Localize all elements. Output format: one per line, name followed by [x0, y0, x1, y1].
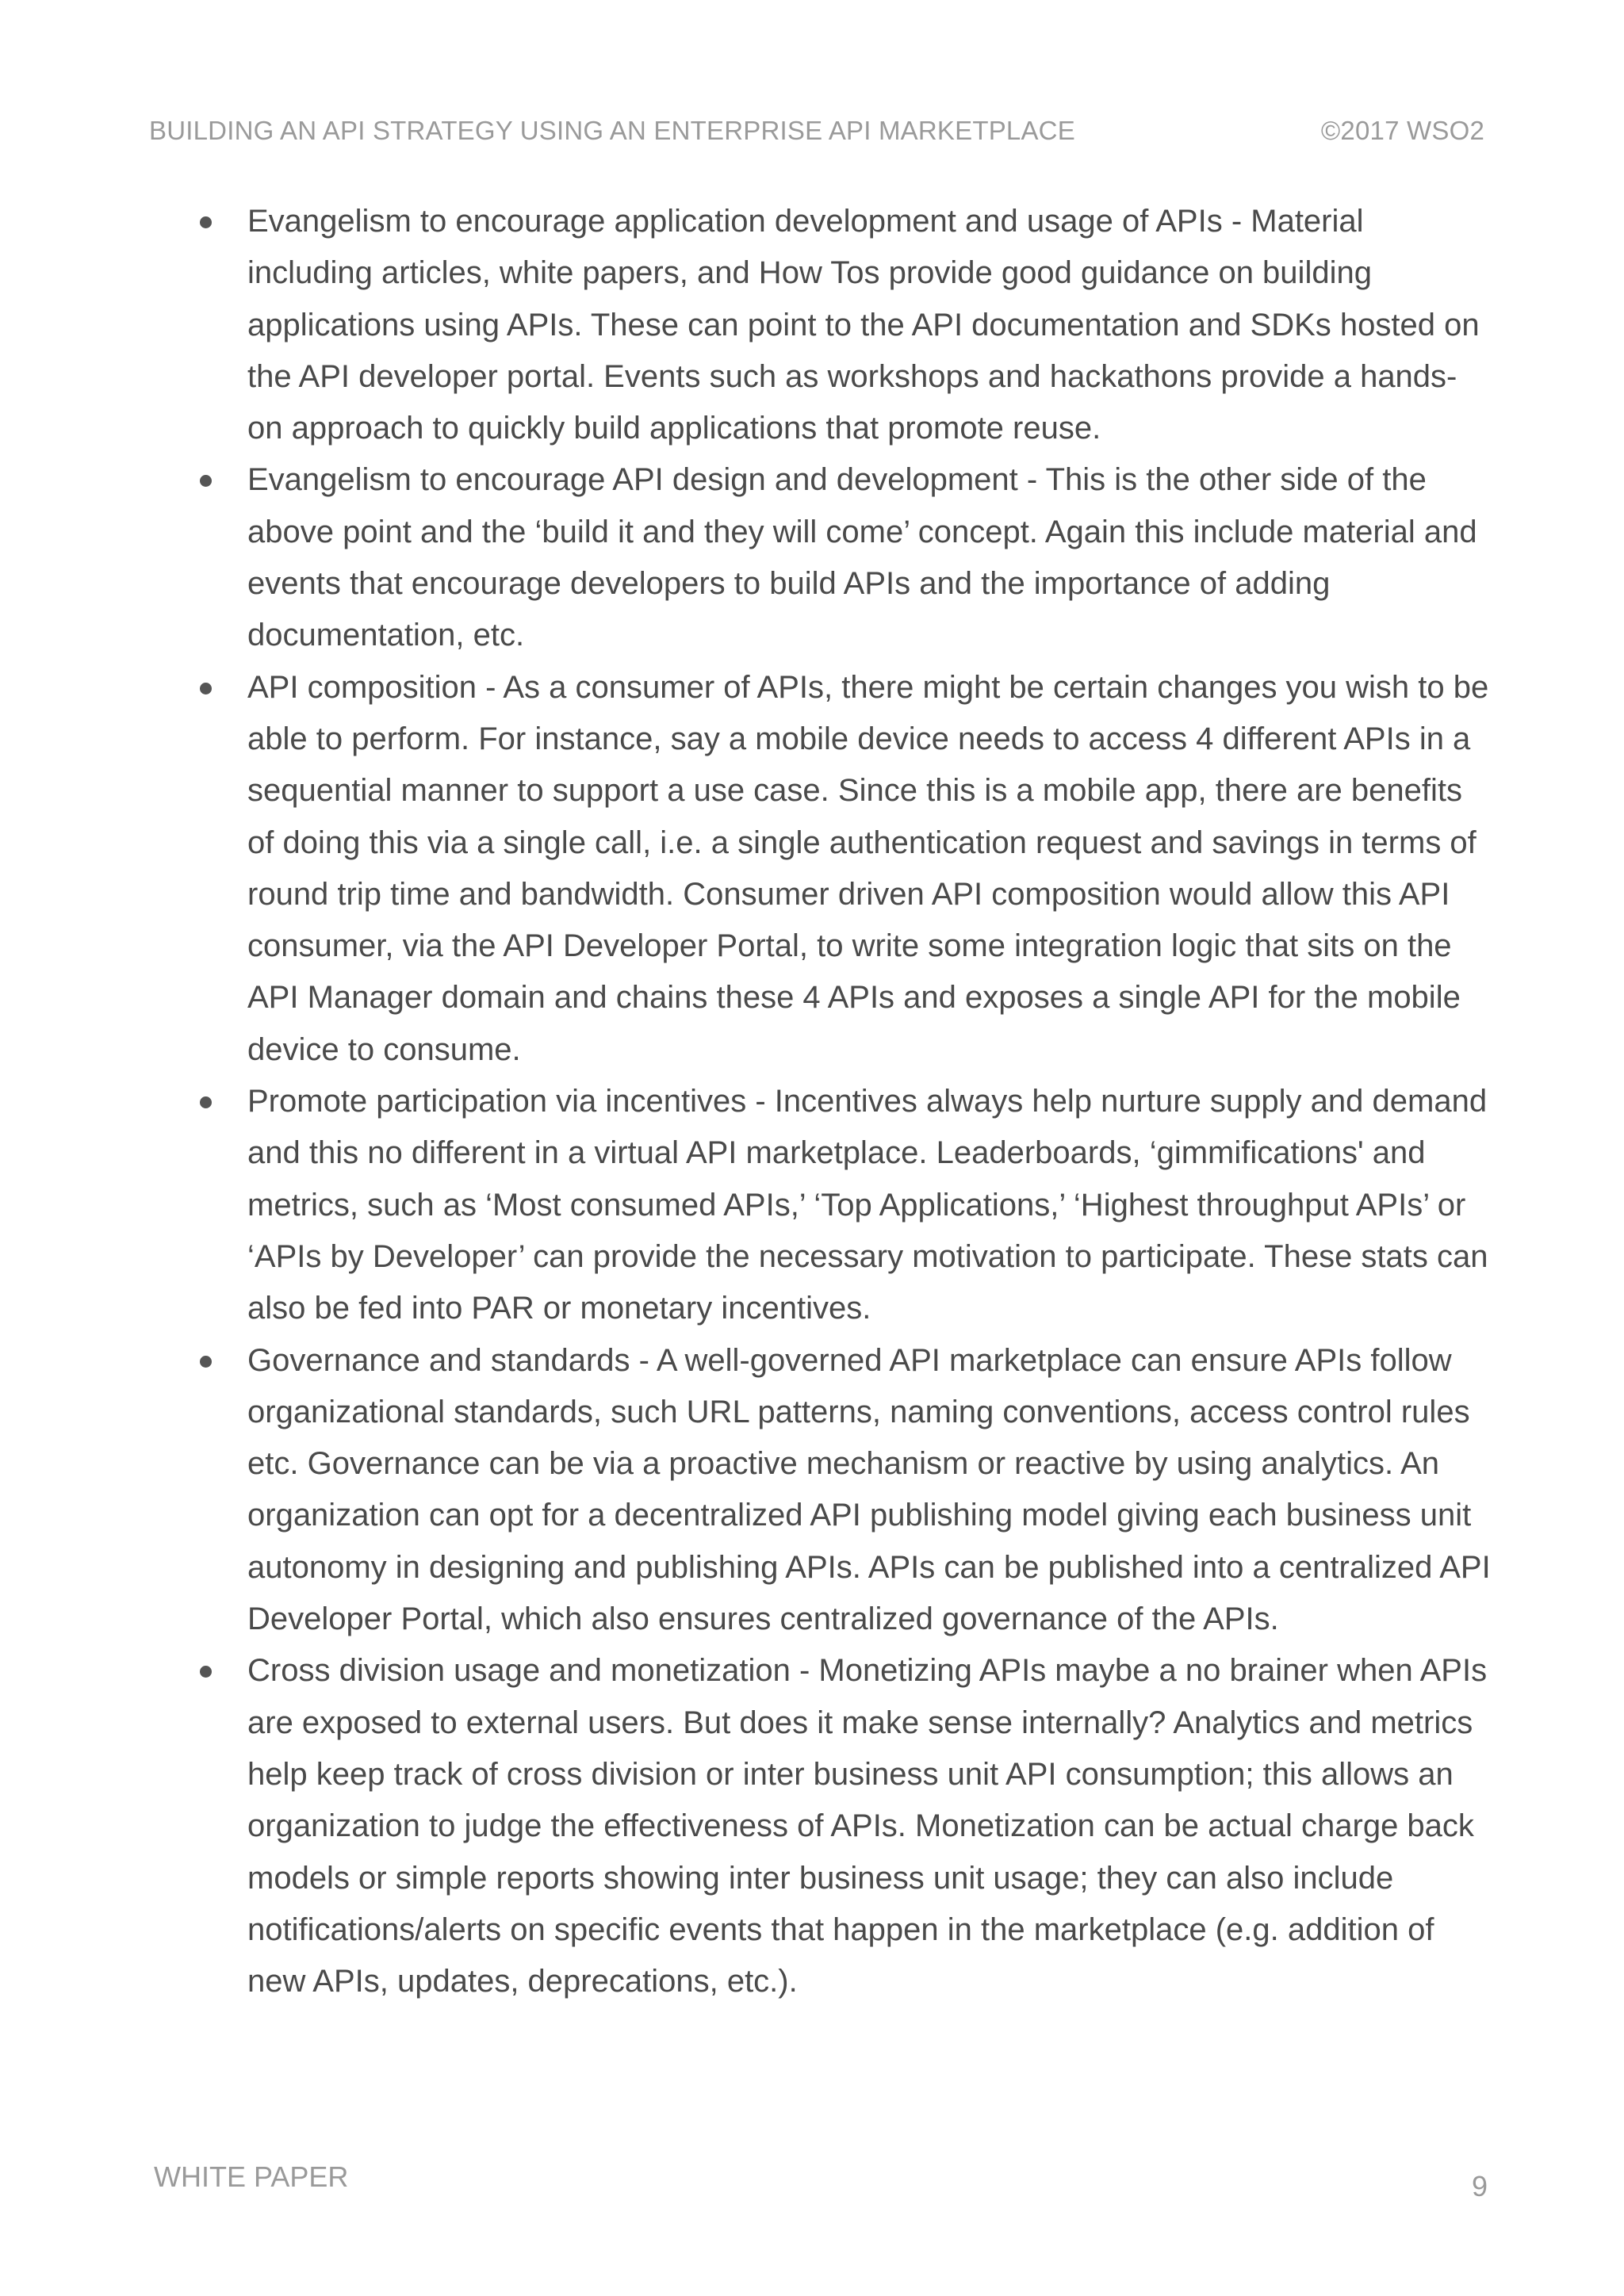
bullet-dot-icon: [200, 683, 212, 695]
list-item-text: Governance and standards - A well-governed API marketplace can ensure APIs follow organizational standards, such URL patterns, naming conventions, access control rules etc. Governance can be via a proactive mechanism or reactive by using analytics. An organization can opt for a decentralized API publishing model giving each business unit autonomy in designing and publishing APIs. APIs can be published into a centralized API Developer Portal, which also ensures centralized governance of the APIs.: [247, 1342, 1491, 1637]
page-body: [200, 196, 1491, 2007]
bullet-dot-icon: [200, 1666, 212, 1678]
running-header: [149, 116, 1484, 147]
list-item: [200, 454, 1491, 661]
bullet-dot-icon: [200, 1096, 212, 1108]
list-item: [200, 1645, 1491, 2007]
bullet-list: [200, 196, 1491, 2007]
page-number: 9: [1471, 2170, 1488, 2202]
list-item: [200, 1335, 1491, 1646]
list-item-text: Cross division usage and monetization - Monetizing APIs maybe a no brainer when APIs are exposed to external users. But does it make sense internally? Analytics and metrics help keep track of cross division or inter business unit API consumption; this allows an organization to judge the effectiveness of APIs. Monetization can be actual charge back models or simple reports showing inter business unit usage; they can also include notifications/alerts on specific events that happen in the marketplace (e.g. addition of new APIs, updates, deprecations, etc.).: [247, 1653, 1488, 1999]
bullet-dot-icon: [200, 1356, 212, 1368]
document-title: BUILDING AN API STRATEGY USING AN ENTERPRISE API MARKETPLACE: [149, 116, 1075, 145]
list-item-text: Evangelism to encourage API design and development - This is the other side of the above point and the ‘build it and they will come’ concept. Again this include material and events that encourage developers to build APIs and the importance of adding documentation, etc.: [247, 462, 1477, 653]
bullet-dot-icon: [200, 475, 212, 487]
bullet-dot-icon: [200, 216, 212, 228]
list-item-text: API composition - As a consumer of APIs, there might be certain changes you wish to be able to perform. For instance, say a mobile device needs to access 4 different APIs in a sequential manner to support a use case. Since this is a mobile app, there are benefits of doing this via a single call, i.e. a single authentication request and savings in terms of round trip time and bandwidth. Consumer driven API composition would allow this API consumer, via the API Developer Portal, to write some integration logic that sits on the API Manager domain and chains these 4 APIs and exposes a single API for the mobile device to consume.: [247, 669, 1489, 1067]
list-item: [200, 196, 1491, 454]
copyright-notice: ©2017 WSO2: [1320, 116, 1484, 145]
footer-label: WHITE PAPER: [154, 2160, 349, 2193]
list-item: [200, 1076, 1491, 1334]
list-item-text: Promote participation via incentives - Incentives always help nurture supply and demand and this no different in a virtual API marketplace. Leaderboards, ‘gimmifications' and metrics, such as ‘Most consumed APIs,’ ‘Top Applications,’ ‘Highest throughput APIs’ or ‘APIs by Developer’ can provide the necessary motivation to participate. These stats can also be fed into PAR or monetary incentives.: [247, 1084, 1488, 1326]
list-item: [200, 662, 1491, 1076]
list-item-text: Evangelism to encourage application development and usage of APIs - Material including articles, white papers, and How Tos provide good guidance on building applications using APIs. These can point to the API documentation and SDKs hosted on the API developer portal. Events such as workshops and hackathons provide a hands-on approach to quickly build applications that promote reuse.: [247, 204, 1480, 446]
